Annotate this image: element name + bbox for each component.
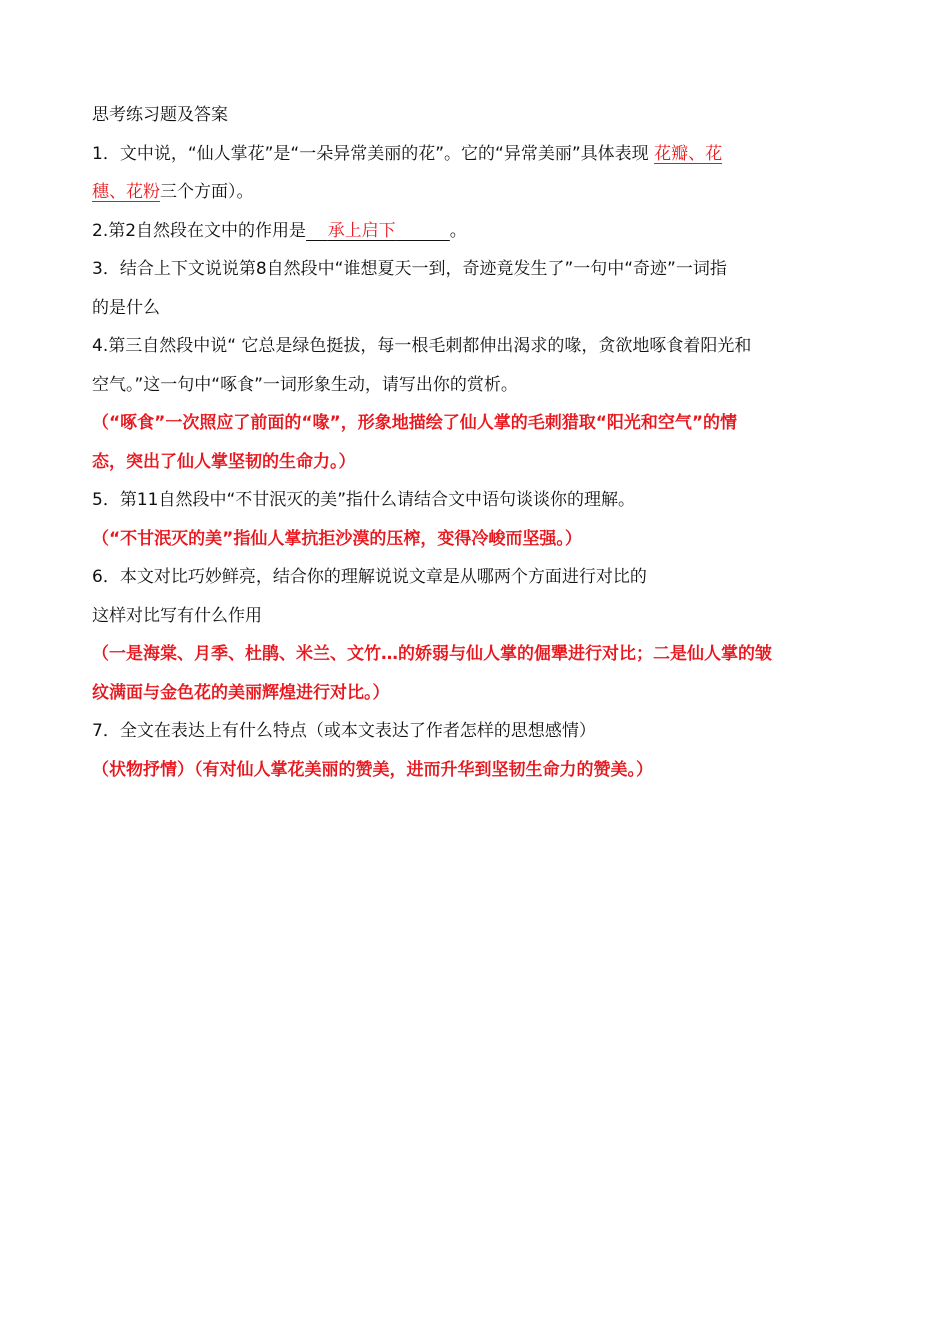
question-4-line-2: 空气。”这一句中“啄食”一词形象生动，请写出你的赏析。	[92, 374, 518, 395]
document-page	[92, 96, 872, 789]
question-1-answer-part-2: 穗、花粉	[92, 182, 160, 202]
question-2-blank	[306, 221, 450, 241]
question-7-line: 7．全文在表达上有什么特点（或本文表达了作者怎样的思想感情）	[92, 721, 596, 741]
question-3-line-1: 3．结合上下文说说第8自然段中“谁想夏天一到，奇迹竟发生了”一句中“奇迹”一词指	[92, 259, 727, 279]
question-1-text: 1．文中说，“仙人掌花”是“一朵异常美丽的花”。它的“异常美丽”具体表现	[92, 143, 649, 164]
question-6-answer-line-2: 纹满面与金色花的美丽辉煌进行对比。）	[92, 682, 390, 703]
question-1-tail: 三个方面）。	[160, 182, 254, 202]
question-1-line-2	[92, 173, 872, 212]
question-2-text: 2.第2自然段在文中的作用是	[92, 220, 307, 241]
question-6-line-2: 这样对比写有什么作用	[92, 605, 262, 626]
question-5-line: 5．第11自然段中“不甘泯灭的美”指什么请结合文中语句谈谈你的理解。	[92, 490, 636, 510]
question-3-line-2: 的是什么	[92, 297, 160, 318]
question-7-answer: （状物抒情）（有对仙人掌花美丽的赞美，进而升华到坚韧生命力的赞美。）	[92, 759, 653, 780]
question-6-line-1: 6．本文对比巧妙鲜亮，结合你的理解说说文章是从哪两个方面进行对比的	[92, 567, 647, 587]
question-5-answer: （“不甘泯灭的美”指仙人掌抗拒沙漠的压榨，变得冷峻而坚强。）	[92, 528, 582, 549]
question-4-answer-line-2: 态，突出了仙人掌坚韧的生命力。）	[92, 451, 356, 472]
question-4-line-1: 4.第三自然段中说“ 它总是绿色挺拔，每一根毛刺都伸出渴求的喙，贪欲地啄食着阳光和	[92, 336, 752, 356]
document-title: 思考练习题及答案	[92, 105, 228, 125]
question-1-answer-part-1: 花瓣、花	[654, 143, 723, 164]
question-2-answer: 承上启下	[327, 220, 396, 241]
question-2-tail: 。	[449, 220, 467, 241]
question-1-line-1	[92, 135, 872, 174]
question-6-answer-line-1: （一是海棠、月季、杜鹃、米兰、文竹…的娇弱与仙人掌的倔犟进行对比；二是仙人掌的皱	[92, 644, 772, 664]
question-2-line	[92, 212, 872, 251]
question-4-answer-line-1: （“啄食”一次照应了前面的“喙”，形象地描绘了仙人掌的毛刺猎取“阳光和空气”的情	[92, 413, 738, 433]
